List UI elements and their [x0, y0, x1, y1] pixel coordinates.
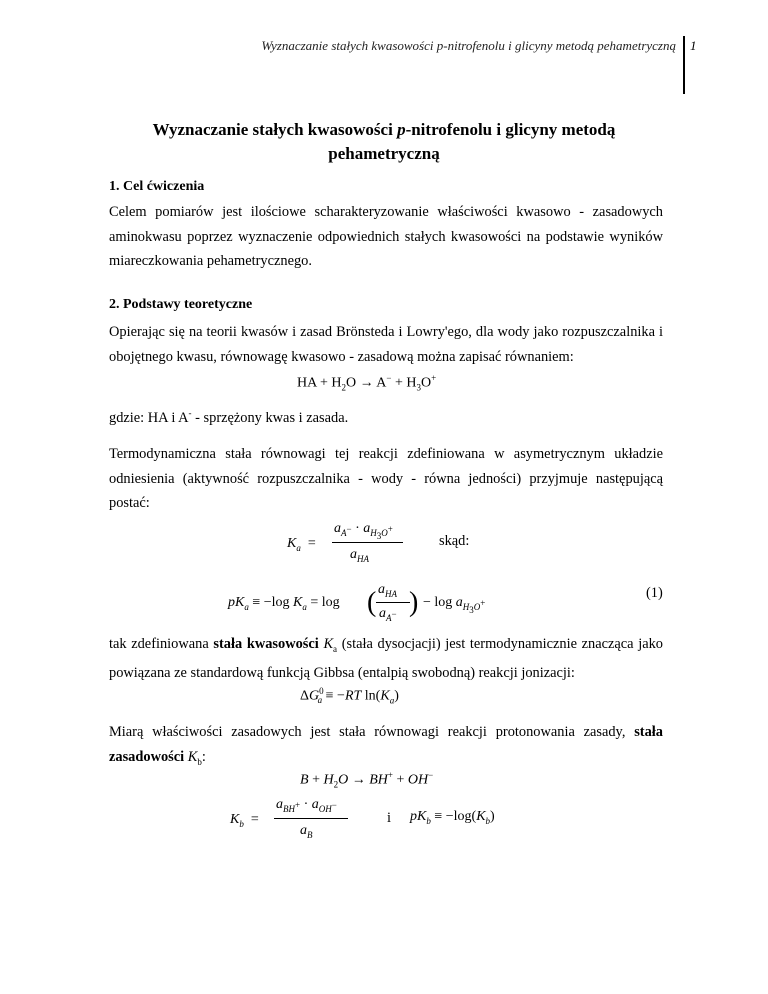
running-header: Wyznaczanie stałych kwasowości p-nitrofenolu i glicyny metodą pehametryczną — [261, 38, 676, 53]
header-rule — [683, 36, 685, 94]
document-page: Wyznaczanie stałych kwasowości p-nitrofenolu i glicyny metodą pehametryczną 1 Wyznaczanie stałych kwasowości p-nitrofenolu i glicyny metodą pehametryczną 1. Cel ćwiczenia Celem pomiarów jest ilościowe scharakteryzowanie właściwości kwasowo - zasadowych aminokwasu poprzez wyznaczenie odpowiednich stałych kwasowości na podstawie wyników miareczkowania pehametrycznego. 2. Podstawy teoretyczne Opierając się na teorii kwasów i zasad Brönsteda i Lowry'ego, dla wody jako rozpuszczalnika i obojętnego kwasu, równowagę kwasowo - zasadową można zapisać równaniem: HA + $H_2O \to A^- + H_3O^+$ gdzie: HA i A- - sprzężony kwas i zasada. Termodynamiczna stała równowagi tej reakcji zdefiniowana w asymetrycznym układzie odniesienia (aktywność rozpuszczalnika - wody - równa jedności) przyjmuje następującą postać: $K_a$ = $a_{A^-} \cdot a_{H_3O^+}$ $a_{HA}$ skąd: $pK_a \equiv -\log$ $K_a = \log$ ( $a_{HA}$ $a_{A^-}$ ) − $\log a_{H_3O^+}$ (1) tak zdefiniowana stała kwasowości $K_a$ (stała dysocjacji) jest termodynamicznie znacząca jako powiązana ze standardową funkcją Gibbsa (entalpią swobodną) reakcji jonizacji: $\Delta G^0_a \equiv -RT$ $\ln(K_a)$ Miarą właściwości zasadowych jest stała równowagi reakcji protonowania zasady, stała zasadowości $K_b$: $B + H_2O \to BH^+ + OH^-$ $K_b$ = $a_{BH^+} \cdot a_{OH^-}$ $a_B$ i $pK_b \equiv -\log(K_b)$ — [109, 38, 697, 840]
pkb-equation: $pK_b \equiv -\log(K_b)$ — [410, 809, 495, 826]
reaction-equation-acid: HA + $H_2O \to A^- + H_3O^+$ — [297, 373, 437, 393]
skad-label: skąd: — [439, 533, 470, 549]
reaction-equation-base: $B + H_2O \to BH^+ + OH^-$ — [300, 770, 434, 790]
base-constant-paragraph: Miarą właściwości zasadowych jest stała równowagi reakcji protonowania zasady, stała zasadowości $K_b$: — [109, 724, 663, 767]
acid-constant-paragraph: tak zdefiniowana stała kwasowości $K_a$ (stała dysocjacji) jest termodynamicznie znacząca jako powiązana ze standardową funkcją Gibbsa (entalpią swobodną) reakcji jonizacji: — [109, 636, 663, 682]
and-word: i — [387, 810, 391, 826]
section-cel-body: Celem pomiarów jest ilościowe scharakteryzowanie właściwości kwasowo - zasadowych aminokwasu poprzez wyznaczenie odpowiednich stałych kwasowości na podstawie wyników miareczkowania pehametrycznego. — [109, 204, 663, 269]
thermo-paragraph: Termodynamiczna stała równowagi tej reakcji zdefiniowana w asymetrycznym układzie odniesienia (aktywność rozpuszczalnika - wody - równa jedności) przyjmuje następującą postać: — [109, 446, 663, 511]
section-heading-cel: 1. Cel ćwiczenia — [109, 179, 205, 194]
section-podstawy-intro: Opierając się na teorii kwasów i zasad Brönsteda i Lowry'ego, dla wody jako rozpuszczalnika i obojętnego kwasu, równowagę kwasowo - zasadową można zapisać równaniem: — [109, 324, 663, 365]
conjugate-definition: gdzie: HA i A- - sprzężony kwas i zasada. — [109, 408, 349, 426]
section-heading-podstawy: 2. Podstawy teoretyczne — [109, 297, 253, 312]
gibbs-equation: $\Delta G^0_a \equiv -RT$ $\ln(K_a)$ — [300, 686, 399, 706]
document-title: Wyznaczanie stałych kwasowości p-nitrofenolu i glicyny metodą pehametryczną — [152, 120, 616, 163]
equation-number: (1) — [646, 585, 663, 601]
page-number: 1 — [690, 38, 697, 53]
